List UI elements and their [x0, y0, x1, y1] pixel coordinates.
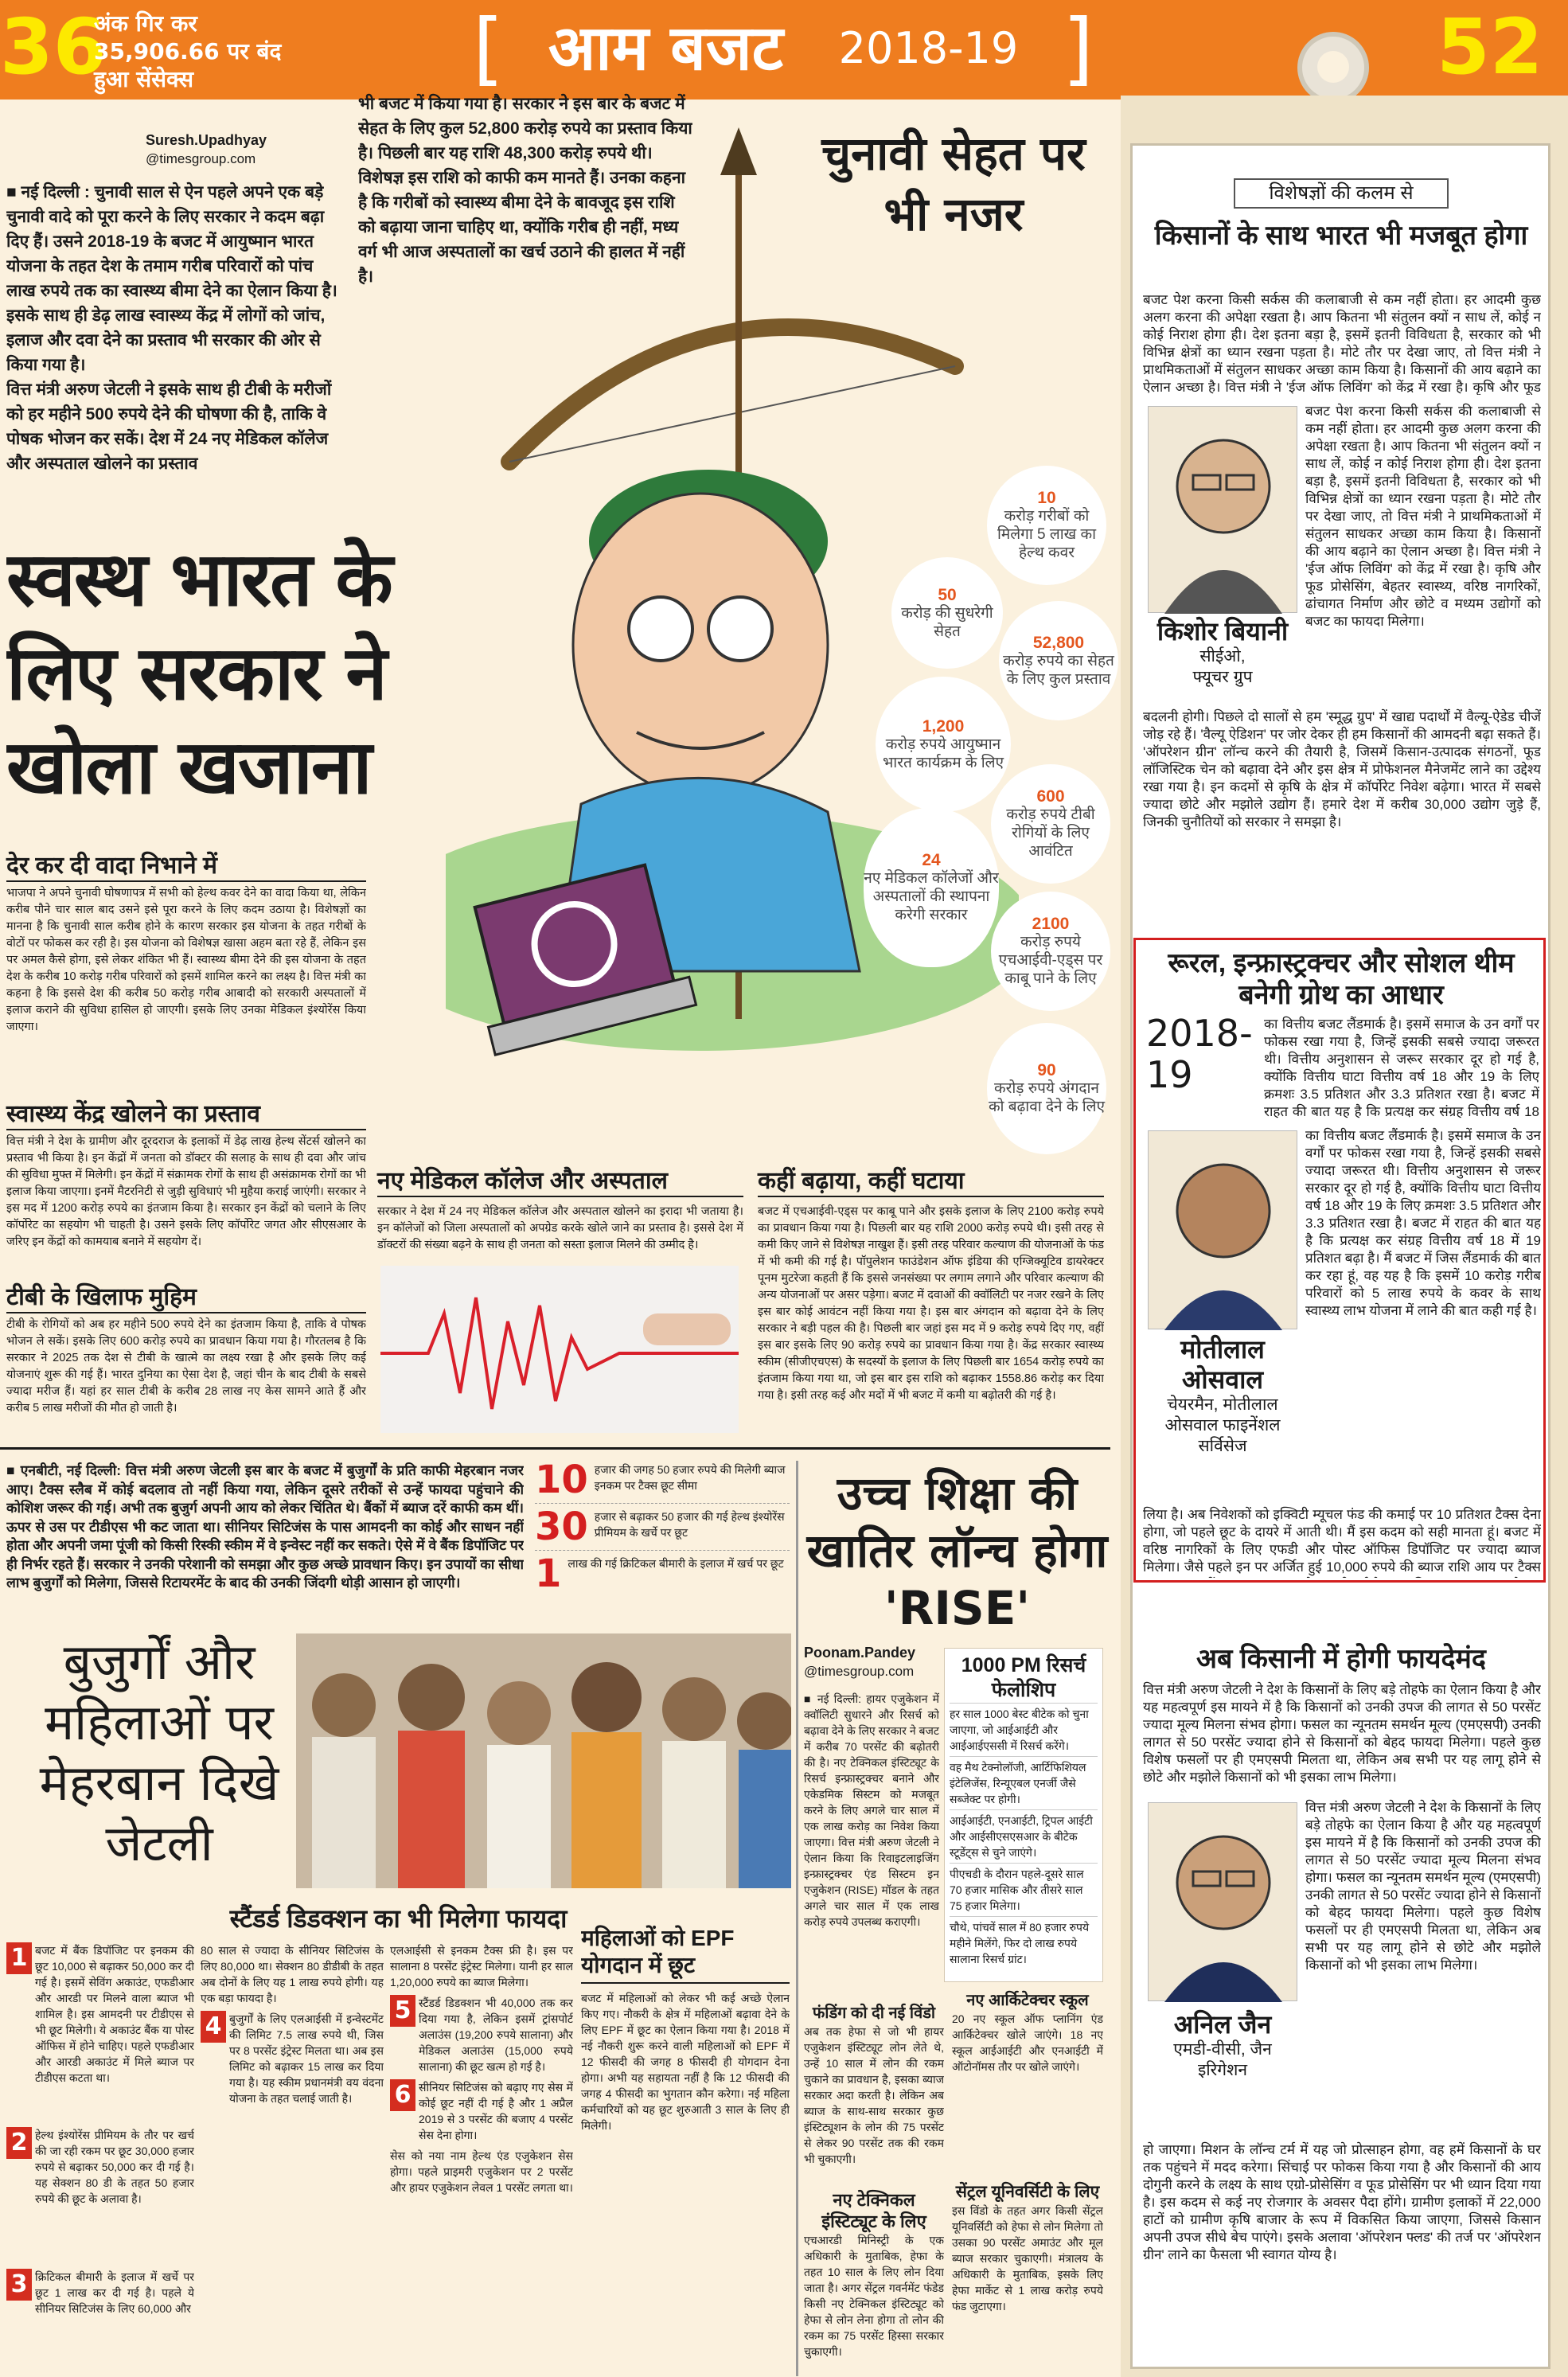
stat-bubble: 1,200 करोड़ रुपये आयुष्मान भारत कार्यक्रम के लिए [876, 677, 1011, 812]
sensex-points: 36 [0, 2, 107, 92]
caricature-face [573, 494, 828, 796]
section-body: बजट में एचआईवी-एड्स पर काबू पाने और इसके इलाज के लिए 2100 करोड़ रुपये का प्रावधान किया गया है। पिछली बार यह राशि 2000 करोड़ रुपये थी। इसी तरह से कमी किए जाने से विशेषज्ञ नाखुश हैं। इसी तरह परिवार कल्याण की योजनाओं के फंड में भी कमी की गई है। पॉपुलेशन फाउंडेशन ऑफ इंडिया की एग्जिक्यूटिव डायरेक्टर पूनम मुटरेजा कहती हैं कि इससे जनसंख्या पर लगाम लगाने और परिवार कल्याण की अन्य योजनाओं पर असर पड़ेगा। बजट में दवाओं की क्वॉलिटी पर नजर रखने के लिए इस बार कोई आवंटन नहीं किया गया है। इस बार अंगदान को बढ़ावा देने के लिए सरकार ने बड़ी पहल की है। पिछली बार जहां इस मद में 9 करोड़ रुपये दिए गए, वहीं इस बार इसके लिए 90 करोड़ रुपये का प्रावधान किया गया है। केंद्र सरकार स्वास्थ्य स्कीम (सीजीएचएस) के सदस्यों के इलाज के लिए पिछली बार 1654 करोड़ रुपये का इंतजाम किया गया था, जो इस बार इस राशि को बढ़ाकर 1558.86 करोड़ कर दिया गया है। इसी तरह कई और मदों में भी बजट में कमी या बढ़ोतरी की गई है। [758, 1205, 1104, 1402]
header-banner [0, 0, 1568, 100]
lead-paragraph-continued: भी बजट में किया गया है। सरकार ने इस बार के बजट में सेहत के लिए कुल 52,800 करोड़ रुपये का प्रस्ताव किया है। पिछली बार यह राशि 48,300 करोड़ रुपये थी। विशेषज्ञ इस राशि को काफी कम मानते हैं। उनका कहना है कि गरीबों को स्वास्थ्य बीमा देने के बावजूद इस राशि को बढ़ाया जाना चाहिए था, क्योंकि गरीब ही नहीं, मध्य वर्ग भी आज अस्पतालों का खर्च उठाने की हालत में नहीं है। [358, 95, 692, 286]
expert-1-headline: किसानों के साथ भारत भी मजबूत होगा [1154, 221, 1528, 251]
architecture-title: नए आर्किटेक्चर स्कूल [966, 1992, 1089, 2009]
expert-2-caption: मोतीलाल ओसवाल चेयरमैन, मोतीलाल ओसवाल फाइनेंशल सर्विसेज [1143, 1334, 1302, 1457]
fellowship-list [950, 1703, 1098, 1969]
elderly-crowd-photo [296, 1633, 791, 1888]
tech-title: नए टेक्निकल इंस्टिट्यूट के लिए [821, 2190, 926, 2231]
expert-3-name: अनिल जैन [1173, 2010, 1272, 2039]
architecture-section [952, 1990, 1103, 2173]
funding-body: अब तक हेफा से जो भी हायर एजुकेशन इंस्टिट्यूट लोन लेते थे, उन्हें 10 साल में लोन की रकम चुकाने का प्रावधान है, इसका ब्याज सरकार अदा करती है। लेकिन अब ब्याज के साथ-साथ सरकार कुछ इंस्टिट्यूशन के लोन की 75 परसेंट से लेकर 90 परसेंट तक की रकम भी चुकाएगी। [804, 2025, 944, 2165]
points-col-3: एलआईसी से इनकम टैक्स फ्री है। इस पर सालाना 8 परसेंट इंट्रेस्ट मिलेगा। यानी हर साल 1,20,000 रुपये का ब्याज मिलेगा। 5 स्टैंडर्ड डिडक्शन भी 40,000 तक कर दिया गया है, लेकिन इसमें ट्रांसपोर्ट अलाउंस (19,200 रुपये सालाना) और मेडिकल अलाउंस (15,000 रुपये सालाना) की छूट खत्म हो गई है। 6 सीनियर सिटिजंस को बढ़ाए गए सेस में कोई छूट नहीं दी गई है और 1 अप्रैल 2019 से 3 परसेंट की बजाए 4 परसेंट सेस देना होगा। सेस को नया नाम हेल्थ एंड एजुकेशन सेस होगा। पहले प्राइमरी एजुकेशन पर 2 परसेंट और हायर एजुकेशन लेवल 1 परसेंट लगता था। [390, 1944, 573, 2194]
stat-bubble: 90 करोड़ रुपये अंगदान को बढ़ावा देने के लिए [987, 1023, 1106, 1154]
section-title: स्वास्थ्य केंद्र खोलने का प्रस्ताव [6, 1100, 366, 1130]
section-divider [0, 1447, 1110, 1450]
benefit-point: 3 क्रिटिकल बीमारी के इलाज में खर्चे पर छूट 1 लाख कर दी गई है। पहले ये सीनियर सिटिजंस के लिए 60,000 और [6, 2269, 194, 2317]
banner-title-text: आम बजट [548, 13, 783, 84]
section-health-centres [6, 1100, 366, 1301]
section-tb [6, 1283, 366, 1452]
section-body: टीबी के रोगियों को अब हर महीने 500 रुपये देने का इंतजाम किया है, ताकि वे पोषक भोजन ले सकें। इसके लिए 600 करोड़ रुपये का प्रावधान किया गया है। गौरतलब है कि सरकार ने 2025 तक देश से टीबी के खात्मे का लक्ष्य रखा है और इसके लिए कई योजनाएं शुरू की गई हैं। भारत दुनिया का ऐसा देश है, जहां चीन के बाद टीबी के सबसे ज्यादा मरीज हैं। यहां हर साल टीबी के करीब 28 लाख नए केस सामने आते हैं और करीब 5 लाख मरीजों की मौत हो जाती है। [6, 1318, 366, 1415]
lead-paragraph: ■ नई दिल्ली : चुनावी साल से ऐन पहले अपने एक बड़े चुनावी वादे को पूरा करने के लिए सरकार ने कदम बढ़ा दिए हैं। उसने 2018-19 के बजट में आयुष्मान भारत योजना के तहत देश के तमाम गरीब परिवारों को पांच लाख रुपये तक का स्वास्थ्य बीमा देने का ऐलान किया है। इसके साथ ही डेढ़ लाख स्वास्थ्य केंद्र में लोगों को जांच, इलाज और दवा देने का प्रस्ताव भी सरकार की ओर से किया गया है। वित्त मंत्री अरुण जेटली ने इसके साथ ही टीबी के मरीजों को हर महीने 500 रुपये देने की घोषणा की है, ताकि वे पोषक भोजन कर सकें। देश में 24 नए मेडिकल कॉलेज और अस्पताल खोलने का प्रस्ताव [6, 183, 337, 473]
education-body: ■ नई दिल्ली: हायर एजुकेशन में क्वॉलिटी सुधारने और रिसर्च को बढ़ावा देने के लिए सरकार ने बजट में करीब 70 परसेंट की बढ़ोतरी की है। नए टेक्निकल इंस्टिट्यूट के रिसर्च इन्फ्रास्ट्रक्चर बनाने और एकेडमिक सिस्टम को मजबूत करने के लिए अगले चार साल में एक लाख करोड़ का निवेश किया जाएगा। वित्त मंत्री अरुण जेटली ने ऐलान किया कि रिवाइटलाइजिंग इन्फ्रास्ट्रक्चर एंड सिस्टम इन एजुकेशन (RISE) मॉडल के तहत अगले चार साल में एक लाख करोड़ रुपये उपलब्ध कराएगी। [804, 1692, 939, 1928]
section-medical-colleges [377, 1167, 743, 1270]
section-body: वित्त मंत्री ने देश के ग्रामीण और दूरदराज के इलाकों में डेढ़ लाख हेल्थ सेंटर्स खोलने का प्रस्ताव भी किया है। इन केंद्रों में जनता को डॉक्टर की सलाह के साथ ही दवा और जांच की सुविधा मुफ्त में मिलेगी। इन केंद्रों में संक्रामक रोगों के साथ ही असंक्रामक रोगों का भी इलाज किया जाएगा। इनमें मैटरनिटी से जुड़ी सुविधाएं भी मुहैया कराई जाएंगी। सरकार ने इस मद में 1200 करोड़ रुपये का इंतजाम किया है। सरकार इन केंद्रों को चलाने के लिए कॉर्पोरेट का सहयोग भी चाहती है। उसने इसके लिए कॉर्पोरेट जगत और सीएसआर के जरिए इन केंद्रों को कामयाब बनाने में सहयोग दें। [6, 1135, 366, 1248]
section-body: भाजपा ने अपने चुनावी घोषणापत्र में सभी को हेल्थ कवर देने का वादा किया था, लेकिन करीब पौने चार साल बाद उसने इसे पूरा करने के लिए कदम उठाया है। विशेषज्ञों का मानना है कि चुनावी साल करीब होने के कारण सरकार इस योजना के तहत गरीबों के वोटों पर फोकस कर रही है। इस योजना को विशेषज्ञ खासा अहम बता रहे हैं, लेकिन इस पर अमल कैसे होगा, इसे लेकर शंकित भी हैं। स्वास्थ्य बीमा देने की इस योजना के तहत देश के करीब 10 करोड़ गरीब परिवारों को इसमें शामिल करने का लक्ष्य है। वित्त मंत्री का कहना है कि इससे देश की करीब 50 करोड़ गरीब आबादी को सरकारी अस्पतालों में इलाज कराने की सुविधा हासिल हो जाएगी। इसके लिए उनका मेडिकल इंश्योरेंस किया जाएगा। [6, 887, 366, 1033]
expert-1-intro: बजट पेश करना किसी सर्कस की कलाबाजी से कम नहीं होता। हर आदमी कुछ अलग करना की अपेक्षा रखता है। आप कितना भी संतुलन क्यों न साध लें, कोई न कोई निराश होगा ही। देश इतना बड़ा है, इसमें इतनी विविधता है, सरकार को भी विभिन्न क्षेत्रों का ध्यान रखना पड़ता है। मोटे तौर पर देखा जाए, तो वित्त मंत्री ने प्राथमिकताओं में संतुलन साधकर अच्छा काम किया है। किसानों की आय बढ़ाने का ऐलान अच्छा है। वित्त मंत्री ने 'ईज ऑफ लिविंग' को केंद्र में रखा है। कृषि और फूड [1143, 292, 1541, 395]
points-col-2: 80 साल से ज्यादा के सीनियर सिटिजंस के लिए 80,000 था। सेक्शन 80 डीडीबी के तहत अब दोनों के लिए यह 1 लाख रुपये होगी। यह एक बड़ा फायदा है। 4 बुजुर्गों के लिए एलआईसी में इन्वेस्टमेंट की लिमिट 7.5 लाख रुपये थी, जिस पर 8 परसेंट इंट्रेस्ट मिलता था। अब इस लिमिट को बढ़ाकर 15 लाख कर दिया गया है। यह स्कीम प्रधानमंत्री वय वंदना योजना के तहत चलाई जाती है। [201, 1944, 384, 2105]
education-headline: उच्च शिक्षा की खातिर लॉन्च होगा 'RISE' [806, 1466, 1108, 1635]
expert-2-body: का वित्तीय बजट लैंडमार्क है। इसमें समाज के उन वर्गों पर फोकस रखा गया है, जिन्हें इसकी सबसे ज्यादा जरूरत थी। वित्तीय अनुशासन से जरूर सरकार दूर हो गई है, क्योंकि वित्तीय घाटा वित्तीय वर्ष 18 और 19 के लिए क्रमशः 3.5 प्रतिशत और 3.3 प्रतिशत रखा है। बजट में राहत की बात यह है कि प्रत्यक्ष कर संग्रह वित्तीय वर्ष 18 [1264, 1017, 1539, 1119]
fellowship-item: वह मैथ टेक्नोलॉजी, आर्टिफिशियल इंटेलिजेंस, रिन्यूएबल एनर्जी जैसे सब्जेक्ट पर होगी। [950, 1756, 1098, 1809]
tip-item: 30 हजार से बढ़ाकर 50 हजार की गई हेल्थ इंश्योरेंस प्रीमियम के खर्चे पर छूट [535, 1504, 790, 1551]
stat-bubble: 52,800 करोड़ रुपये का सेहत के लिए कुल प्रस्ताव [999, 601, 1118, 720]
fellowship-box [944, 1648, 1103, 1982]
elderly-subhead: स्टैंडर्ड डिडक्शन का भी मिलेगा फायदा [229, 1904, 568, 1933]
arrow-head-icon [720, 127, 757, 175]
elderly-tips [535, 1458, 790, 1596]
experts-kalam-label: विशेषज्ञों की कलम से [1234, 178, 1449, 209]
person-icon [1149, 1803, 1298, 2002]
expert-3-body: वित्त मंत्री अरुण जेटली ने देश के किसानों के लिए बड़े तोहफे का ऐलान किया है और यह महत्वपूर्ण इस मायने में है कि किसानों को उनकी उपज की लागत से 50 परसेंट ज्यादा मूल्य मिलना संभव होगा। फसल का न्यूनतम समर्थन मूल्य (एमएसपी) उनकी लागत से 50 परसेंट ज्यादा होने से किसानों को बेहद फायदा मिलेगा। पहले कुछ विशेष फसलों पर ही एमएसपी मिलता था, लेकिन अब सभी पर यह लागू होने से छोटे और मझोले किसानों को भी इसका लाभ मिलेगा। [1305, 1800, 1541, 1973]
tech-body: एचआरडी मिनिस्ट्री के एक अधिकारी के मुताबिक, हेफा के तहत 10 साल के लिए लोन दिया जाता है। अगर सेंट्रल गवर्नमेंट फंडेड किसी नए टेक्निकल इंस्टिट्यूट को हेफा से लोन लेना होगा तो लोन की रकम का 75 परसेंट हिस्सा सरकार चुकाएगी। [804, 2234, 944, 2358]
elderly-headline: बुजुर्गों और महिलाओं पर मेहरबान दिखे जेटली [39, 1633, 279, 1872]
expert-3-portrait [1148, 1802, 1297, 2001]
section-title: देर कर दी वादा निभाने में [6, 852, 366, 882]
benefit-point: 2 हेल्थ इंश्योरेंस प्रीमियम के तौर पर खर्च की जा रही रकम पर छूट 30,000 हजार रुपये से बढ़ाकर 50,000 कर दी गई है। यह सेक्शन 80 डी के तहत 50 हजार रुपये की छूट के अलावा है। [6, 2127, 194, 2269]
column-rule [796, 1461, 798, 2376]
expert-1-body: बजट पेश करना किसी सर्कस की कलाबाजी से कम नहीं होता। हर आदमी कुछ अलग करना की अपेक्षा रखता है। आप कितना भी संतुलन क्यों न साध लें, कोई न कोई निराश होगा ही। देश इतना बड़ा है, इसमें इतनी विविधता है, सरकार को भी विभिन्न क्षेत्रों का ध्यान रखना पड़ता है। मोटे तौर पर देखा जाए, तो वित्त मंत्री ने प्राथमिकताओं में संतुलन साधकर अच्छा काम किया है। किसानों की आय बढ़ाने का ऐलान अच्छा है। वित्त मंत्री ने 'ईज ऑफ लिविंग' को केंद्र में रखा है। कृषि और फूड प्रोसेसिंग, बेहतर स्वास्थ्य, वरिष्ठ नागरिकों, ढांचागत निर्माण और छोटे व मध्यम उद्योगों को बजट का फायदा मिलेगा। [1305, 404, 1541, 629]
fellowship-item: आईआईटी, एनआईटी, ट्रिपल आईटी और आईसीएसएसआर के बीटेक स्टूडेंट्स से चुने जाएंगे। [950, 1809, 1098, 1863]
clipboard-clip-hole [1317, 51, 1349, 83]
expert-2-portrait [1148, 1130, 1297, 1329]
benefit-point: 4 बुजुर्गों के लिए एलआईसी में इन्वेस्टमेंट की लिमिट 7.5 लाख रुपये थी, जिस पर 8 परसेंट इंट्रेस्ट मिलता था। अब इस लिमिट को बढ़ाकर 15 लाख कर दिया गया है। यह स्कीम प्रधानमंत्री वय वंदना योजना के तहत चलाई जाती है। [201, 2011, 384, 2106]
main-headline: स्वस्थ भारत के लिए सरकार ने खोला खजाना [6, 537, 392, 811]
page-number: 52 [1437, 2, 1543, 92]
tech-institute-section [804, 2189, 944, 2372]
heartbeat-photo [380, 1266, 739, 1433]
section-title: टीबी के खिलाफ मुहिम [6, 1283, 366, 1313]
fellowship-title: 1000 PM रिसर्च फेलोशिप [961, 1654, 1086, 1701]
side-headline: चुनावी सेहत पर भी नजर [821, 127, 1086, 241]
university-title: सेंट्रल यूनिवर्सिटी के लिए [955, 2183, 1100, 2201]
expert-1-caption: किशोर बियानी सीईओ, फ्यूचर ग्रुप [1143, 616, 1302, 688]
expert-3-body-continued: हो जाएगा। मिशन के लॉन्च टर्म में यह जो प्रोत्साहन होगा, वह हमें किसानों के घर तक पहुंचने में मदद करेगा। सिंचाई पर फोकस किया गया है और किसानों की आय दोगुनी करने के लक्ष्य के साथ एग्रो-प्रोसेसिंग व फूड प्रोसेसिंग पर भी ध्यान दिया गया है। इस कदम से कई नए रोजगार के अवसर पैदा होंगे। ग्रामीण इलाकों में 22,000 हाटों को ग्रामीण कृषि बाजार के रूप में विकसित किया जाएगा, जिससे किसान अपनी उपज सीधे बेच पाएंगे। इसके अलावा 'ऑपरेशन फ्लड' की तर्ज पर 'ऑपरेशन ग्रीन' लाने का फैसला भी स्वागत योग्य है। [1143, 2142, 1541, 2262]
section-budget-changes [758, 1167, 1104, 1458]
section-body: सरकार ने देश में 24 नए मेडिकल कॉलेज और अस्पताल खोलने का इरादा भी जताया है। इन कॉलेजों को जिला अस्पतालों को अपग्रेड करके खोले जाने का प्रस्ताव है। इससे देश में डॉक्टरों की संख्या बढ़ने के साथ ही जनता को सस्ता इलाज मिलने की उम्मीद है। [377, 1205, 743, 1251]
expert-2-footer: लिया है। अब निवेशकों को इक्विटी म्यूचल फंड की कमाई पर 10 प्रतिशत टैक्स देना होगा, जो पहले छूट के दायरे में आती थी। मैं इस कदम को सही मानता हूं। बजट में वरिष्ठ नागरिकों के लिए एफडी और पोस्ट ऑफिस डिपॉजिट पर ज्यादा ब्याज मिलेगा। जैसे पहले इन पर अर्जित हुई 10,000 रुपये की ब्याज राशि आय पर टैक्स [1143, 1507, 1541, 1575]
architecture-body: 20 नए स्कूल ऑफ प्लानिंग एंड आर्किटेक्चर खोले जाएंगे। 18 नए स्कूल आईआईटी और एनआईटी में ऑटोनॉमस तौर पर खोले जाएंगे। [952, 2012, 1103, 2073]
stat-bubble: 600 करोड़ रुपये टीबी रोगियों के लिए आवंटित [991, 764, 1110, 884]
fellowship-item: चौथे, पांचवें साल में 80 हजार रुपये महीने मिलेंगे, फिर दो लाख रुपये सालाना रिसर्च ग्रांट। [950, 1916, 1098, 1969]
benefit-point: 6 सीनियर सिटिजंस को बढ़ाए गए सेस में कोई छूट नहीं दी गई है और 1 अप्रैल 2019 से 3 परसेंट की बजाए 4 परसेंट सेस देना होगा। [390, 2079, 573, 2143]
tip-item: 10 हजार की जगह 50 हजार रुपये की मिलेगी ब्याज इनकम पर टैक्स छूट सीमा [535, 1462, 790, 1504]
women-section [581, 1925, 790, 2371]
women-title: महिलाओं को EPF योगदान में छूट [581, 1925, 790, 1984]
stat-bubble: 10 करोड़ गरीबों को मिलेगा 5 लाख का हेल्थ कवर [987, 466, 1106, 585]
expert-3-headline: अब किसानी में होगी फायदेमंद [1196, 1644, 1486, 1674]
banner-year: 2018-19 [838, 23, 1019, 73]
sensex-caption: अंक गिर कर 35,906.66 पर बंद हुआ सेंसेक्स [94, 10, 282, 92]
person-icon [1149, 407, 1298, 614]
university-body: इस विंडो के तहत अगर किसी सेंट्रल यूनिवर्सिटी को हेफा से लोन मिलेगा तो उसका 90 परसेंट अमाउंट और मूल ब्याज सरकार चुकाएगी। मंत्रालय के अधिकारी के मुताबिक, इसके लिए हेफा मार्केट से 1 लाख करोड़ रुपये फंड जुटाएगा। [952, 2204, 1103, 2313]
expert-2-year: 2018-19 [1146, 1012, 1253, 1096]
expert-1-name: किशोर बियानी [1156, 617, 1289, 646]
budget-banner-title: [ आम बजट 2018-19 ] [473, 2, 1094, 95]
stat-bubble: 24 नए मेडिकल कॉलेजों और अस्पतालों की स्थापना करेगी सरकार [864, 808, 999, 967]
funding-title: फंडिंग को दी नई विंडो [812, 2004, 936, 2022]
byline: Suresh.Upadhyay @timesgroup.com [146, 132, 267, 166]
section-title: नए मेडिकल कॉलेज और अस्पताल [377, 1167, 743, 1197]
expert-1-body-continued: बदलनी होगी। पिछले दो सालों से हम 'स्मूद्ध ग्रुप' में खाद्य पदार्थों में वैल्यू-ऐडेड चीजें जोड़ रहे हैं। 'वैल्यू ऐडिशन' पर जोर देकर ही हम किसानों की आमदनी बढ़ा सकते हैं। 'ऑपरेशन ग्रीन' लॉन्च करने की तैयारी है, जिसमें किसान-उत्पादक संगठनों, फूड लॉजिस्टिक चेन को बढ़ावा देने और इस क्षेत्र में प्रोफेशनल मैनेजमेंट लाने का उद्देश्य रखा गया है। इन कदमों से कृषि के क्षेत्र में कॉर्पोरेट निवेश बढ़ेगा। भारत में सबसे ज्यादा छोटे और मझोले उद्योग हैं। हमारे देश में करीब 30,000 उद्योग जुड़े हैं, जिनकी चुनौतियों को सरकार ने समझा है। [1143, 709, 1541, 829]
university-section [952, 2181, 1103, 2372]
expert-2-headline: रूरल, इन्फ्रास्ट्रक्चर और सोशल थीम बनेगी ग्रोथ का आधार [1168, 948, 1515, 1010]
benefit-point: 5 स्टैंडर्ड डिडक्शन भी 40,000 तक कर दिया गया है, लेकिन इसमें ट्रांसपोर्ट अलाउंस (19,200 रुपये सालाना) और मेडिकल अलाउंस (15,000 रुपये सालाना) की छूट खत्म हो गई है। [390, 1995, 573, 2075]
expert-2-name: मोतीलाल ओसवाल [1180, 1335, 1265, 1394]
women-body: बजट में महिलाओं को लेकर भी कई अच्छे ऐलान किए गए। नौकरी के क्षेत्र में महिलाओं बढ़ावा देने के लिए EPF में छूट का ऐलान किया गया है। 2018 में नई नौकरी शुरू करने वाली महिलाओं को EPF में 12 फीसदी की जगह 8 फीसदी ही योगदान देना होगा। अभी यह सहायता नहीं है कि 12 फीसदी की जगह 4 फीसदी का भुगतान कौन करेगा। नई महिला कर्मचारियों को यह छूट शुरुआती 3 साल के लिए ही मिलेगी। [581, 1992, 790, 2132]
hand-icon [643, 1313, 731, 1345]
section-title: कहीं बढ़ाया, कहीं घटाया [758, 1167, 1104, 1197]
bow-icon [509, 327, 955, 462]
benefit-point: 1 बजट में बैंक डिपॉजिट पर इनकम की छूट 10,000 से बढ़ाकर 50,000 कर दी गई है। इसमें सेविंग अकाउंट, एफडीआर और आरडी पर मिलने वाला ब्याज भी शामिल है। इस आमदनी पर टीडीएस से भी छूट मिलेगी। ये अकाउंट बैंक या पोस्ट ऑफिस में होने चाहिए। पहले एफडीआर और आरडी अकाउंट में मिले ब्याज पर टीडीएस कटता था। [6, 1942, 194, 2127]
funding-section [804, 2003, 944, 2186]
stat-bubble: 50 करोड़ की सुधरेगी सेहत [891, 557, 1003, 669]
person-icon [1149, 1131, 1298, 1330]
tip-item: 1 लाख की गई क्रिटिकल बीमारी के इलाज में खर्च पर छूट [535, 1551, 784, 1596]
expert-1-portrait [1148, 406, 1297, 613]
expert-3-caption: अनिल जैन एमडी-वीसी, जैन इरिगेशन [1143, 2009, 1302, 2081]
fellowship-item: पीएचडी के दौरान पहले-दूसरे साल 70 हजार मासिक और तीसरे साल 75 हजार मिलेगा। [950, 1863, 1098, 1916]
fellowship-item: हर साल 1000 बेस्ट बीटेक को चुना जाएगा, जो आईआईटी और आईआईएससी में रिसर्च करेंगे। [950, 1703, 1098, 1756]
elderly-lead: ■ एनबीटी, नई दिल्ली: वित्त मंत्री अरुण जेटली इस बार के बजट में बुजुर्गों के प्रति काफी मेहरबान नजर आए। टैक्स स्लैब में कोई बदलाव तो नहीं किया गया, लेकिन दूसरे तरीकों से उन्हें फायदा पहुंचाने की कोशिश जरूर की गई। अभी तक बुजुर्ग अपनी आय को लेकर चिंतित थे। बैंकों में ब्याज दरें काफी कम थीं। ऊपर से उस पर टीडीएस भी कट जाता था। सीनियर सिटिजंस के पास आमदनी का कोई और साधन नहीं होता और अपनी जमा पूंजी को किसी रिस्की स्कीम में वे इन्वेस्ट नहीं कर सकते। ऐसे में वे बैंक डिपॉजिट पर ही निर्भर रहते हैं। सरकार ने उनकी परेशानी को समझा और कुछ अच्छे प्रावधान किए। इन उपायों का सीधा लाभ बुजुर्गों को मिलेगा, जिससे रिटायरमेंट के बाद की उनकी जिंदगी थोड़ी आसान हो जाएगी। [6, 1462, 524, 1591]
expert-3-intro: वित्त मंत्री अरुण जेटली ने देश के किसानों के लिए बड़े तोहफे का ऐलान किया है और यह महत्वपूर्ण इस मायने में है कि किसानों को उनकी उपज की लागत से 50 परसेंट ज्यादा मूल्य मिलना संभव होगा। फसल का न्यूनतम समर्थन मूल्य (एमएसपी) उनकी लागत से 50 परसेंट ज्यादा होने से किसानों को बेहद फायदा मिलेगा। पहले कुछ विशेष फसलों पर ही एमएसपी मिलता था, लेकिन अब सभी पर यह लागू होने से छोटे और मझोले किसानों को भी इसका लाभ मिलेगा। [1143, 1682, 1541, 1785]
education-byline: Poonam.Pandey @timesgroup.com [804, 1645, 916, 1679]
section-promise [6, 852, 366, 1094]
stat-bubble: 2100 करोड़ रुपये एचआईवी-एड्स पर काबू पाने के लिए [991, 892, 1110, 1011]
expert-2-body-continued: का वित्तीय बजट लैंडमार्क है। इसमें समाज के उन वर्गों पर फोकस रखा गया है, जिन्हें इसकी सबसे ज्यादा जरूरत थी। वित्तीय अनुशासन से जरूर सरकार दूर हो गई है, क्योंकि वित्तीय घाटा वित्तीय वर्ष 18 और 19 के लिए क्रमशः 3.5 प्रतिशत और 3.3 प्रतिशत रखा है। बजट में राहत की बात यह है कि प्रत्यक्ष कर संग्रह वित्तीय वर्ष 18 में 19 प्रतिशत बढ़ा है। मैं बजट में जिस लैंडमार्क की बात कर रहा हूं, वह यह है कि इसमें 10 करोड़ गरीब परिवारों को 5 लाख रुपये के कवर के साथ स्वास्थ्य लाभ योजना में लाने की बात कही गई है। [1305, 1128, 1541, 1318]
points-col-1 [6, 1942, 194, 2372]
